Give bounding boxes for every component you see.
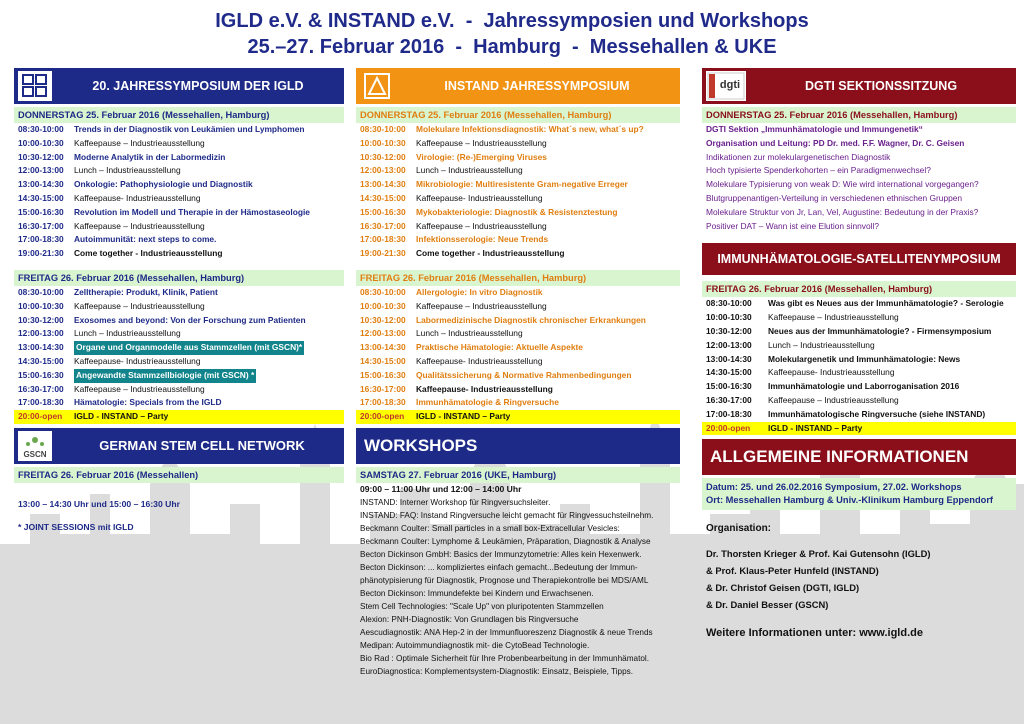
gscn-session-times: 13:00 – 14:30 Uhr und 15:00 – 16:30 Uhr [18, 498, 180, 509]
schedule-event: Come together - Industrieausstellung [74, 248, 223, 259]
gscn-title-bar [14, 428, 344, 464]
schedule-event: Infektionsserologie: Neue Trends [416, 234, 549, 245]
workshop-item: phänotypisierung für Diagnostik, Prognose und Therapiekontrolle bei MDS/AML [360, 575, 649, 585]
schedule-row [702, 422, 1016, 436]
igld-day1-header: DONNERSTAG 25. Februar 2016 (Messehallen, Hamburg) [14, 107, 344, 123]
dgti-session-line: Hoch typisierte Spenderkohorten – ein Paradigmenwechsel? [706, 165, 931, 176]
schedule-event: Exosomes and beyond: Von der Forschung zum Patienten [74, 314, 306, 325]
info-date-block [702, 478, 1016, 510]
schedule-row [356, 220, 680, 234]
schedule-time: 20:00-open [706, 422, 751, 433]
schedule-row [14, 206, 344, 220]
dgti-session-line: Organisation und Leitung: PD Dr. med. F.F. Wagner, Dr. C. Geisen [706, 137, 965, 148]
schedule-time: 16:30-17:00 [360, 383, 406, 394]
schedule-event: Moderne Analytik in der Labormedizin [74, 151, 226, 162]
schedule-time: 10:30-12:00 [18, 314, 64, 325]
schedule-time: 15:00-16:30 [360, 369, 406, 380]
schedule-time: 12:00-13:00 [360, 165, 406, 176]
schedule-time: 17:00-18:30 [360, 234, 406, 245]
schedule-time: 14:30-15:00 [706, 367, 752, 378]
igld-column [14, 68, 344, 532]
igld-title: 20. JAHRESSYMPOSIUM DER IGLD [92, 79, 304, 93]
workshop-item: Aescudiagnostik: ANA Hep-2 in der Immunfluoreszenz Diagnostik & neue Trends [360, 627, 653, 637]
schedule-time: 12:00-13:00 [706, 339, 752, 350]
schedule-time: 10:30-12:00 [360, 151, 406, 162]
schedule-row [702, 380, 1016, 394]
schedule-row [14, 355, 344, 369]
workshop-item: Medipan: Autoimmundiagnostik mit- die CytoBead Technologie. [360, 640, 590, 650]
schedule-event: Revolution im Modell und Therapie in der Hämostaseologie [74, 206, 310, 217]
info-org-line: & Dr. Christof Geisen (DGTI, IGLD) [706, 582, 860, 594]
schedule-row [14, 327, 344, 341]
schedule-time: 17:00-18:30 [706, 408, 752, 419]
schedule-row [356, 410, 680, 424]
igld-logo-icon [18, 71, 52, 101]
dgti-column [702, 68, 1016, 640]
schedule-row [702, 311, 1016, 325]
schedule-row [356, 206, 680, 220]
dgti-logo-icon [706, 71, 746, 101]
schedule-time: 10:30-12:00 [18, 151, 64, 162]
schedule-time: 12:00-13:00 [18, 165, 64, 176]
schedule-row [356, 396, 680, 410]
satellite-title: IMMUNHÄMATOLOGIE-SATELLITENYMPOSIUM [717, 252, 1001, 267]
dgti-title-bar [702, 68, 1016, 104]
schedule-row [14, 300, 344, 314]
schedule-event: Lunch – Industrieausstellung [416, 165, 523, 176]
gscn-joint-note: * JOINT SESSIONS mit IGLD [18, 521, 134, 532]
schedule-time: 08:30-10:00 [360, 124, 406, 134]
schedule-time: 10:00-10:30 [706, 312, 752, 323]
schedule-event: Molekulargenetik und Immunhämatologie: News [768, 353, 961, 364]
schedule-row [702, 366, 1016, 380]
dgti-session-list [702, 123, 1016, 233]
workshop-item: Beckmann Coulter: Lymphome & Leukämien, Präparation, Diagnostik & Analyse [360, 536, 651, 546]
workshop-item: INSTAND: Interner Workshop für Ringversuchsleiter. [360, 497, 551, 507]
schedule-event: Kaffeepause – Industrieausstellung [768, 394, 899, 405]
workshop-item: Becton Dickinson: ... kompliziertes einfach gemacht...Bedeutung der Immun- [360, 562, 638, 572]
schedule-event: Lunch – Industrieausstellung [74, 328, 181, 339]
schedule-row [14, 137, 344, 151]
info-organisation [702, 510, 1016, 640]
schedule-event: Kaffeepause – Industrieausstellung [416, 300, 547, 311]
schedule-time: 19:00-21:30 [360, 248, 406, 259]
dgti-logo-text: dgti [719, 79, 741, 91]
schedule-event: Kaffeepause – Industrieausstellung [768, 312, 899, 323]
schedule-event: Hämatologie: Specials from the IGLD [74, 397, 222, 408]
dgti-session-line: Blutgruppenantigen-Verteilung in verschiedenen ethnischen Gruppen [706, 192, 963, 203]
schedule-time: 16:30-17:00 [18, 383, 64, 394]
schedule-time: 15:00-16:30 [18, 369, 64, 380]
schedule-row [356, 314, 680, 328]
workshops-time: 09:00 – 11:00 Uhr und 12:00 – 14:00 Uhr [360, 483, 522, 494]
schedule-time: 10:00-10:30 [18, 300, 64, 311]
info-place: Ort: Messehallen Hamburg & Univ.-Klinikum Hamburg Eppendorf [706, 495, 994, 506]
schedule-time: 08:30-10:00 [706, 298, 752, 309]
workshop-item: Alexion: PNH-Diagnostik: Von Grundlagen bis Ringversuche [360, 614, 579, 624]
schedule-time: 08:30-10:00 [18, 286, 64, 297]
schedule-time: 08:30-10:00 [360, 286, 406, 297]
schedule-time: 14:30-15:00 [18, 192, 64, 203]
schedule-time: 14:30-15:00 [18, 355, 64, 366]
workshop-item: Becton Dickinson: Immundefekte bei Kindern und Erwachsenen. [360, 588, 594, 598]
igld-title-bar [14, 68, 344, 104]
schedule-time: 15:00-16:30 [18, 206, 64, 217]
schedule-row [702, 297, 1016, 311]
schedule-time: 10:30-12:00 [706, 325, 752, 336]
dgti-day2-schedule [702, 297, 1016, 435]
schedule-event: Neues aus der Immunhämatologie? - Firmensymposium [768, 325, 992, 336]
workshops-list [356, 496, 680, 678]
schedule-event: Kaffeepause- Industrieausstellung [416, 355, 543, 366]
schedule-row [702, 408, 1016, 422]
schedule-event: Kaffeepause- Industrieausstellung [768, 367, 895, 378]
page-header [0, 8, 1024, 60]
schedule-row [356, 355, 680, 369]
schedule-time: 10:30-12:00 [360, 314, 406, 325]
schedule-event: Labormedizinische Diagnostik chronischer Erkrankungen [416, 314, 646, 325]
info-org-label: Organisation: [706, 523, 772, 535]
schedule-time: 13:00-14:30 [360, 179, 406, 190]
schedule-row [14, 286, 344, 300]
schedule-row [356, 247, 680, 261]
schedule-row [356, 151, 680, 165]
instand-day1-schedule [356, 123, 680, 261]
gscn-day-header: FREITAG 26. Februar 2016 (Messehallen) [14, 467, 344, 483]
info-org-line: Dr. Thorsten Krieger & Prof. Kai Gutensohn (IGLD) [706, 548, 931, 560]
schedule-time: 13:00-14:30 [360, 342, 406, 353]
gscn-logo-icon [18, 431, 52, 461]
schedule-event: Kaffeepause- Industrieausstellung [74, 192, 201, 203]
schedule-time: 14:30-15:00 [360, 355, 406, 366]
info-date: Datum: 25. und 26.02.2016 Symposium, 27.02. Workshops [706, 482, 962, 493]
dgti-session-line: Molekulare Struktur von Jr, Lan, Vel, Augustine: Bedeutung in der Praxis? [706, 206, 979, 217]
schedule-event: Praktische Hämatologie: Aktuelle Aspekte [416, 342, 583, 353]
schedule-event: IGLD - INSTAND – Party [768, 422, 863, 433]
schedule-event: Come together - Industrieausstellung [416, 248, 565, 259]
schedule-time: 08:30-10:00 [18, 124, 64, 134]
schedule-event: Lunch – Industrieausstellung [768, 339, 875, 350]
schedule-row [702, 325, 1016, 339]
schedule-event: Kaffeepause- Industrieausstellung [416, 192, 543, 203]
schedule-row [14, 220, 344, 234]
schedule-time: 10:00-10:30 [360, 300, 406, 311]
schedule-time: 16:30-17:00 [18, 220, 64, 231]
schedule-time: 10:00-10:30 [360, 137, 406, 148]
schedule-event: Immunhämatologie & Ringversuche [416, 397, 559, 408]
schedule-row [356, 327, 680, 341]
schedule-event: Mikrobiologie: Multiresistente Gram-negative Erreger [416, 179, 628, 190]
schedule-event: Molekulare Infektionsdiagnostik: What´s new, what´s up? [416, 124, 644, 134]
instand-day1-header: DONNERSTAG 25. Februar 2016 (Messehallen, Hamburg) [356, 107, 680, 123]
igld-day2-schedule [14, 286, 344, 424]
dgti-session-line: Molekulare Typisierung von weak D: Wie wird international vorgegangen? [706, 179, 979, 190]
schedule-time: 15:00-16:30 [706, 381, 752, 392]
schedule-event: Kaffeepause – Industrieausstellung [416, 220, 547, 231]
schedule-event: Kaffeepause- Industrieausstellung [74, 355, 201, 366]
schedule-row [356, 178, 680, 192]
schedule-event: Immunhämatologie und Laborroganisation 2016 [768, 381, 960, 392]
schedule-time: 13:00-14:30 [706, 353, 752, 364]
schedule-event: IGLD - INSTAND – Party [74, 411, 169, 422]
schedule-event: Lunch – Industrieausstellung [416, 328, 523, 339]
schedule-row [14, 164, 344, 178]
schedule-event: Onkologie: Pathophysiologie und Diagnostik [74, 179, 253, 190]
schedule-event: Angewandte Stammzellbiologie (mit GSCN) * [74, 369, 256, 383]
schedule-row [14, 178, 344, 192]
instand-logo-icon [360, 71, 394, 101]
schedule-time: 15:00-16:30 [360, 206, 406, 217]
info-more-link[interactable]: Weitere Informationen unter: www.igld.de [706, 627, 923, 640]
schedule-time: 20:00-open [360, 411, 405, 422]
workshop-item: Bio Rad : Optimale Sicherheit für Ihre Probenbearbeitung in der Immunhämatol. [360, 653, 649, 663]
schedule-event: Qualitätssicherung & Normative Rahmenbedingungen [416, 369, 632, 380]
workshop-item: INSTAND: FAQ: Instand Ringversuche leicht gemacht für Ringvessuchsteilnehm. [360, 510, 654, 520]
workshop-item: Becton Dickinson GmbH: Basics der Immunzytometrie: Alles kein Hexenwerk. [360, 549, 642, 559]
schedule-event: Allergologie: In vitro Diagnostik [416, 286, 543, 297]
schedule-row [14, 341, 344, 355]
workshops-title: WORKSHOPS [364, 435, 478, 455]
dgti-day2-header: FREITAG 26. Februar 2016 (Messehallen, Hamburg) [702, 281, 1016, 297]
schedule-event: Virologie: (Re-)Emerging Viruses [416, 151, 547, 162]
dgti-session-line: Positiver DAT – Wann ist eine Elution sinnvoll? [706, 220, 880, 231]
schedule-row [14, 151, 344, 165]
schedule-event: Lunch – Industrieausstellung [74, 165, 181, 176]
info-org-line: & Prof. Klaus-Peter Hunfeld (INSTAND) [706, 565, 879, 577]
schedule-row [14, 314, 344, 328]
schedule-row [356, 286, 680, 300]
schedule-time: 10:00-10:30 [18, 137, 64, 148]
gscn-logo-text: GSCN [23, 449, 47, 459]
schedule-row [702, 394, 1016, 408]
instand-column [356, 68, 680, 678]
schedule-row [702, 339, 1016, 353]
schedule-row [356, 300, 680, 314]
workshop-item: EuroDiagnostica: Komplementsystem-Diagnostik: Einsatz, Beispiele, Tipps. [360, 666, 634, 676]
instand-title: INSTAND JAHRESSYMPOSIUM [444, 79, 630, 93]
gscn-title: GERMAN STEM CELL NETWORK [99, 438, 305, 454]
schedule-row [14, 247, 344, 261]
info-title-bar [702, 439, 1016, 475]
info-title: ALLGEMEINE INFORMATIONEN [710, 447, 969, 467]
igld-day2-header: FREITAG 26. Februar 2016 (Messehallen, Hamburg) [14, 270, 344, 286]
dgti-title: DGTI SEKTIONSSITZUNG [804, 79, 958, 93]
schedule-row [356, 233, 680, 247]
schedule-event: Was gibt es Neues aus der Immunhämatologie? - Serologie [768, 298, 1004, 309]
dgti-day1-header: DONNERSTAG 25. Februar 2016 (Messehallen, Hamburg) [702, 107, 1016, 123]
dgti-session-line: Indikationen zur molekulargenetischen Diagnostik [706, 151, 891, 162]
schedule-time: 20:00-open [18, 411, 63, 422]
instand-title-bar [356, 68, 680, 104]
workshop-item: Beckmann Coulter: Small particles in a small box-Extracellular Vesicles: [360, 523, 620, 533]
schedule-event: Trends in der Diagnostik von Leukämien und Lymphomen [74, 124, 305, 134]
schedule-event: Kaffeepause – Industrieausstellung [74, 300, 205, 311]
schedule-row [14, 410, 344, 424]
schedule-event: Kaffeepause- Industrieausstellung [416, 383, 553, 394]
schedule-row [14, 383, 344, 397]
schedule-row [702, 353, 1016, 367]
page-title: IGLD e.V. & INSTAND e.V. - Jahressymposien und Workshops [215, 10, 809, 32]
schedule-event: Organe und Organmodelle aus Stammzellen (mit GSCN)* [74, 341, 304, 355]
igld-day1-schedule [14, 123, 344, 261]
schedule-event: Zelltherapie: Produkt, Klinik, Patient [74, 286, 218, 297]
schedule-event: Kaffeepause – Industrieausstellung [74, 383, 205, 394]
workshop-item: Stem Cell Technologies: "Scale Up" von pluripotenten Stammzellen [360, 601, 604, 611]
schedule-row [14, 192, 344, 206]
schedule-time: 12:00-13:00 [18, 328, 64, 339]
schedule-row [356, 341, 680, 355]
schedule-row [14, 369, 344, 383]
schedule-row [14, 233, 344, 247]
page-subtitle: 25.–27. Februar 2016 - Hamburg - Messehallen & UKE [247, 36, 777, 58]
schedule-event: Kaffeepause – Industrieausstellung [416, 137, 547, 148]
schedule-time: 12:00-13:00 [360, 328, 406, 339]
workshops-title-bar [356, 428, 680, 464]
schedule-event: Kaffeepause – Industrieausstellung [74, 137, 205, 148]
schedule-time: 16:30-17:00 [706, 394, 752, 405]
info-org-line: & Dr. Daniel Besser (GSCN) [706, 599, 829, 611]
schedule-time: 14:30-15:00 [360, 192, 406, 203]
schedule-event: Autoimmunität: next steps to come. [74, 234, 217, 245]
schedule-time: 13:00-14:30 [18, 342, 64, 353]
schedule-time: 16:30-17:00 [360, 220, 406, 231]
schedule-time: 13:00-14:30 [18, 179, 64, 190]
schedule-row [356, 369, 680, 383]
workshops-day-header: SAMSTAG 27. Februar 2016 (UKE, Hamburg) [356, 467, 680, 483]
dgti-session-line: DGTI Sektion „Immunhämatologie und Immungenetik“ [706, 124, 923, 134]
schedule-event: Kaffeepause – Industrieausstellung [74, 220, 205, 231]
schedule-event: IGLD - INSTAND – Party [416, 411, 511, 422]
schedule-event: Immunhämatologische Ringversuche (siehe INSTAND) [768, 408, 986, 419]
schedule-row [356, 383, 680, 397]
schedule-time: 17:00-18:30 [18, 397, 64, 408]
satellite-title-bar [702, 243, 1016, 275]
schedule-row [356, 123, 680, 137]
schedule-row [14, 396, 344, 410]
schedule-row [14, 123, 344, 137]
schedule-row [356, 137, 680, 151]
schedule-row [356, 164, 680, 178]
schedule-time: 17:00-18:30 [18, 234, 64, 245]
schedule-time: 17:00-18:30 [360, 397, 406, 408]
instand-day2-header: FREITAG 26. Februar 2016 (Messehallen, Hamburg) [356, 270, 680, 286]
instand-day2-schedule [356, 286, 680, 424]
schedule-time: 19:00-21:30 [18, 248, 64, 259]
schedule-row [356, 192, 680, 206]
schedule-event: Mykobakteriologie: Diagnostik & Resistenztestung [416, 206, 618, 217]
